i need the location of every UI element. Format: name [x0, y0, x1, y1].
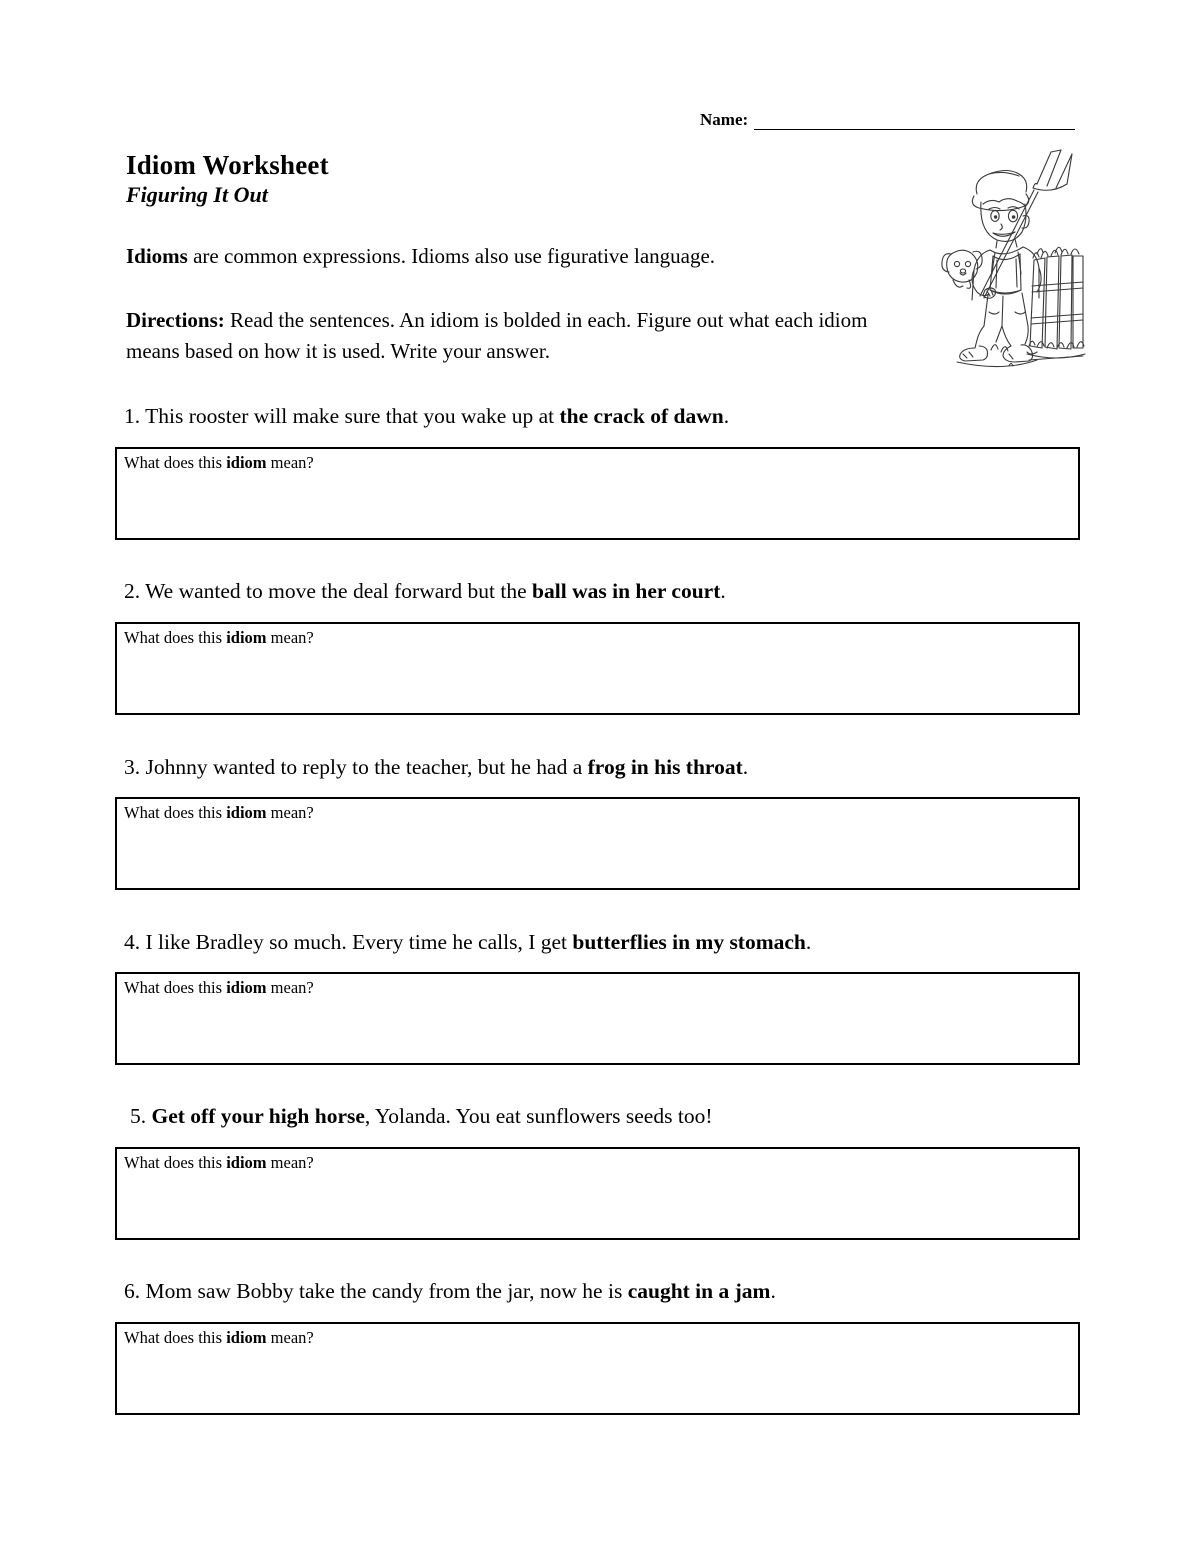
answer-prompt-3 — [117, 799, 1078, 822]
question-6-text — [124, 1278, 1084, 1304]
answer-prompt-4-bold: idiom — [226, 978, 267, 997]
question-3-pre: Johnny wanted to reply to the teacher, but he had a — [140, 755, 588, 779]
answer-box-2[interactable] — [115, 622, 1080, 715]
question-2-pre: We wanted to move the deal forward but the — [140, 579, 533, 603]
name-field-row — [700, 110, 1075, 130]
question-6-idiom: caught in a jam — [627, 1279, 771, 1303]
question-2-idiom: ball was in her court — [532, 579, 721, 603]
question-1-text — [124, 403, 1084, 429]
question-4-number: 4. — [124, 930, 141, 954]
answer-prompt-2-pre: What does this — [124, 628, 227, 647]
answer-prompt-3-bold: idiom — [226, 803, 267, 822]
question-6-number: 6. — [124, 1279, 141, 1303]
question-1-post: . — [723, 404, 730, 428]
answer-prompt-4-pre: What does this — [124, 978, 227, 997]
farm-boy-illustration — [933, 140, 1088, 368]
intro-bold-lead: Idioms — [126, 244, 188, 268]
answer-prompt-5-pre: What does this — [124, 1153, 227, 1172]
question-5-idiom: Get off your high horse — [151, 1104, 365, 1128]
intro-paragraph — [126, 243, 926, 270]
directions-bold-lead: Directions: — [126, 308, 225, 332]
answer-prompt-5-bold: idiom — [226, 1153, 267, 1172]
answer-prompt-5-post: mean? — [266, 1153, 314, 1172]
question-2-text — [124, 578, 1084, 604]
answer-box-1[interactable] — [115, 447, 1080, 540]
answer-prompt-3-pre: What does this — [124, 803, 227, 822]
answer-prompt-2-bold: idiom — [226, 628, 267, 647]
question-5-number: 5. — [130, 1104, 147, 1128]
page-title: Idiom Worksheet — [126, 150, 329, 180]
question-5-text — [130, 1103, 1090, 1129]
question-3-idiom: frog in his throat — [587, 755, 743, 779]
answer-prompt-4 — [117, 974, 1078, 997]
question-4-idiom: butterflies in my stomach — [572, 930, 806, 954]
answer-prompt-6-pre: What does this — [124, 1328, 227, 1347]
answer-prompt-1-pre: What does this — [124, 453, 227, 472]
question-1-number: 1. — [124, 404, 141, 428]
question-6-post: . — [770, 1279, 776, 1303]
question-2-number: 2. — [124, 579, 141, 603]
answer-prompt-6 — [117, 1324, 1078, 1347]
directions-paragraph — [126, 305, 926, 367]
question-3-number: 3. — [124, 755, 141, 779]
intro-text: are common expressions. Idioms also use figurative language. — [187, 244, 716, 268]
question-6-pre: Mom saw Bobby take the candy from the jar, now he is — [140, 1279, 628, 1303]
answer-box-3[interactable] — [115, 797, 1080, 890]
answer-box-4[interactable] — [115, 972, 1080, 1065]
question-1-pre: This rooster will make sure that you wake up at — [140, 404, 560, 428]
answer-prompt-1 — [117, 449, 1078, 472]
question-5-post: , Yolanda. You eat sunflowers seeds too! — [364, 1104, 713, 1128]
question-4-post: . — [805, 930, 812, 954]
page-subtitle: Figuring It Out — [126, 182, 268, 207]
answer-prompt-2-post: mean? — [266, 628, 314, 647]
question-1-idiom: the crack of dawn — [559, 404, 724, 428]
answer-prompt-6-bold: idiom — [226, 1328, 267, 1347]
answer-prompt-4-post: mean? — [266, 978, 314, 997]
name-input-line[interactable] — [754, 112, 1075, 130]
question-4-pre: I like Bradley so much. Every time he calls, I get — [140, 930, 573, 954]
answer-prompt-1-bold: idiom — [226, 453, 267, 472]
answer-prompt-1-post: mean? — [266, 453, 314, 472]
name-label: Name: — [700, 110, 749, 129]
answer-prompt-2 — [117, 624, 1078, 647]
answer-prompt-3-post: mean? — [266, 803, 314, 822]
answer-prompt-6-post: mean? — [266, 1328, 314, 1347]
question-2-post: . — [720, 579, 726, 603]
question-3-text — [124, 754, 1084, 780]
directions-text: Read the sentences. An idiom is bolded in each. Figure out what each idiom means based on how it is used. Write your answer. — [126, 308, 868, 363]
answer-prompt-5 — [117, 1149, 1078, 1172]
title-block — [126, 150, 886, 208]
answer-box-6[interactable] — [115, 1322, 1080, 1415]
question-3-post: . — [742, 755, 749, 779]
answer-box-5[interactable] — [115, 1147, 1080, 1240]
question-4-text — [124, 929, 1084, 955]
